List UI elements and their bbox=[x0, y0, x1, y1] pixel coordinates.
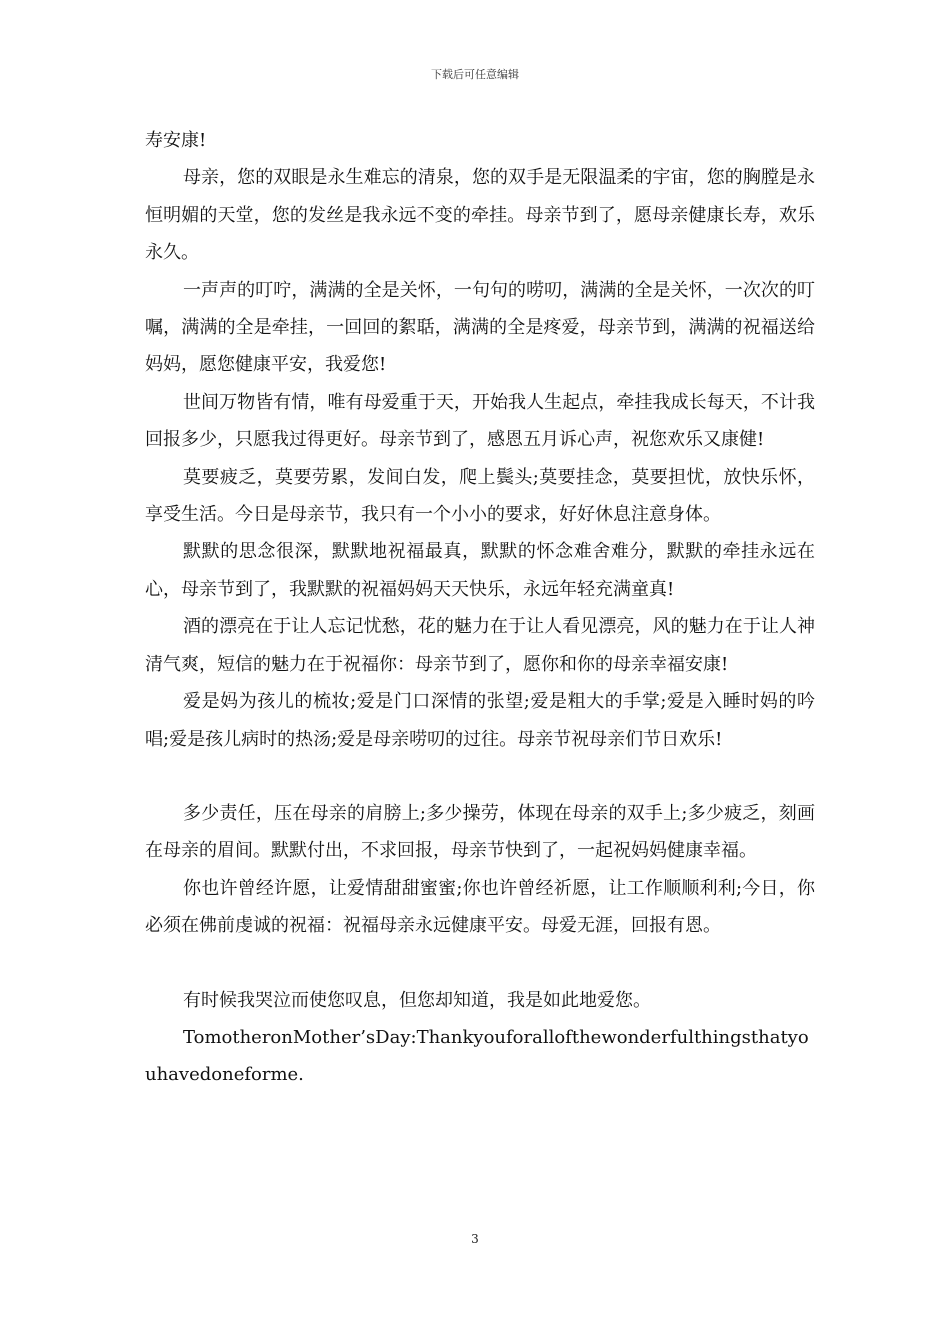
paragraph-6: 默默的思念很深，默默地祝福最真，默默的怀念难舍难分，默默的牵挂永远在心，母亲节到了，我默默的祝福妈妈天天快乐，永远年轻充满童真! bbox=[145, 541, 815, 600]
paragraph-4: 世间万物皆有情，唯有母爱重于天，开始我人生起点，牵挂我成长每天，不计我回报多少，只愿我过得更好。母亲节到了，感恩五月诉心声，祝您欢乐又康健! bbox=[145, 391, 815, 451]
paragraph-1: 寿安康! bbox=[145, 130, 207, 151]
paragraph-9: 多少责任，压在母亲的肩膀上;多少操劳，体现在母亲的双手上;多少疲乏，刻画在母亲的眉间。默默付出，不求回报，母亲节快到了，一起祝妈妈健康幸福。 bbox=[145, 802, 815, 862]
paragraph-3: 一声声的叮咛，满满的全是关怀，一句句的唠叨，满满的全是关怀，一次次的叮嘱，满满的全是牵挂，一回回的絮聒，满满的全是疼爱，母亲节到，满满的祝福送给妈妈，愿您健康平安，我爱您! bbox=[145, 279, 815, 376]
paragraph-7: 酒的漂亮在于让人忘记忧愁，花的魅力在于让人看见漂亮，风的魅力在于让人神清气爽，短信的魅力在于祝福你：母亲节到了，愿你和你的母亲幸福安康! bbox=[145, 616, 815, 675]
paragraph-11: 有时候我哭泣而使您叹息，但您却知道，我是如此地爱您。 bbox=[183, 989, 651, 1011]
page-number: 3 bbox=[471, 1232, 479, 1246]
paragraph-10: 你也许曾经许愿，让爱情甜甜蜜蜜;你也许曾经祈愿，让工作顺顺利利;今日，你必须在佛前虔诚的祝福：祝福母亲永远健康平安。母爱无涯，回报有恩。 bbox=[145, 877, 815, 937]
page-header: 下载后可任意编辑 bbox=[431, 68, 519, 81]
paragraph-2: 母亲，您的双眼是永生难忘的清泉，您的双手是无限温柔的宇宙，您的胸膛是永恒明媚的天堂，您的发丝是我永远不变的牵挂。母亲节到了，愿母亲健康长寿，欢乐永久。 bbox=[145, 167, 815, 264]
paragraph-12: TomotheronMother’sDay:Thankyouforallofthewonderfulthingsthatyouhavedoneforme. bbox=[145, 1026, 809, 1086]
paragraph-8: 爱是妈为孩儿的梳妆;爱是门口深情的张望;爱是粗大的手掌;爱是入睡时妈的吟唱;爱是孩儿病时的热汤;爱是母亲唠叨的过往。母亲节祝母亲们节日欢乐! bbox=[145, 691, 815, 750]
paragraph-5: 莫要疲乏，莫要劳累，发间白发，爬上鬓头;莫要挂念，莫要担忧，放快乐怀，享受生活。今日是母亲节，我只有一个小小的要求，好好休息注意身体。 bbox=[145, 466, 815, 526]
document-body bbox=[145, 122, 815, 1094]
